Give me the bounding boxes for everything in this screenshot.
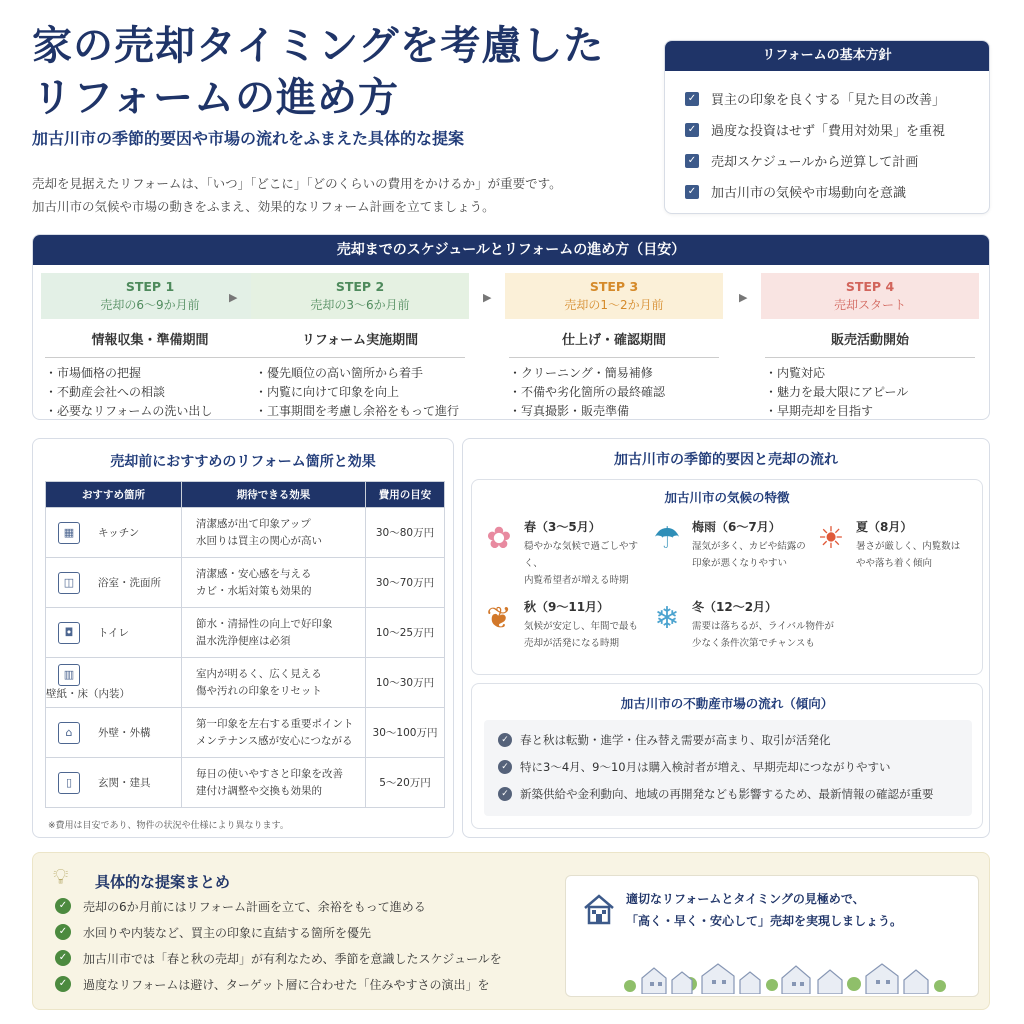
policy-item-label: 売却スケジュールから逆算して計画 (711, 155, 919, 170)
season-desc (692, 538, 818, 572)
step-number: STEP 3 (589, 279, 639, 294)
arrow-right-icon: ▶ (483, 291, 492, 304)
reform-title: 売却前におすすめのリフォーム箇所と効果 (110, 454, 376, 470)
season-desc (524, 538, 650, 589)
season-autumn (482, 598, 650, 652)
step-number: STEP 1 (125, 279, 175, 294)
table-row (46, 608, 445, 658)
reform-item-label: 外壁・外構 (98, 726, 151, 739)
season-desc-line: 湿気が多く、カビや結露の (692, 541, 806, 552)
season-summer (814, 518, 982, 572)
season-name: 秋（9〜11月） (524, 600, 610, 614)
climate-box (471, 479, 983, 675)
policy-item (685, 114, 989, 145)
reform-item-label: 浴室・洗面所 (98, 576, 161, 589)
message-line2: 「高く・早く・安心して」売却を実現しましょう。 (626, 914, 903, 928)
step-period: 売却の3〜6か月前 (310, 298, 410, 312)
message-text (626, 888, 902, 932)
step-period: 売却の6〜9か月前 (100, 298, 200, 312)
reform-effect-cell (182, 658, 366, 708)
policy-item-label: 過度な投資はせず「費用対効果」を重視 (711, 124, 946, 139)
policy-box (664, 40, 990, 214)
step-list (251, 364, 469, 420)
checkbox-icon: ✓ (685, 154, 699, 168)
policy-item-label: 買主の印象を良くする「見た目の改善」 (711, 93, 946, 108)
reform-effect-cell (182, 608, 366, 658)
reform-cost-cell: 30〜70万円 (366, 558, 445, 608)
schedule-section (32, 234, 990, 420)
season-name: 春（3〜5月） (524, 520, 601, 534)
town-illustration (622, 960, 952, 994)
reform-cost-cell: 30〜100万円 (366, 708, 445, 758)
list-item: ・早期売却を目指す (765, 404, 874, 418)
list-item: ・不備や劣化箇所の最終確認 (509, 385, 666, 399)
summary-item-label: 加古川市では「春と秋の売却」が有利なため、季節を意識したスケジュールを (83, 951, 502, 966)
message-box (565, 875, 979, 997)
list-item: ・魅力を最大限にアピール (765, 385, 909, 399)
effect-line: 傷や汚れの印象をリセット (196, 684, 322, 697)
effect-line: 清潔感・安心感を与える (196, 567, 312, 580)
page-title (32, 20, 652, 124)
wallpaper-icon: ▥ (58, 664, 80, 686)
door-icon: ▯ (58, 772, 80, 794)
step-list (505, 364, 723, 420)
step-badge (41, 273, 259, 319)
reform-cost-cell: 10〜25万円 (366, 608, 445, 658)
climate-title: 加古川市の気候の特徴 (664, 490, 790, 505)
divider (765, 357, 975, 358)
season-desc-line: 暑さが厳しく、内覧数は (856, 541, 961, 552)
effect-line: 水回りは買主の関心が高い (196, 534, 322, 547)
list-item: ・クリーニング・簡易補修 (509, 366, 653, 380)
toilet-icon: ◘ (58, 622, 80, 644)
season-spring (482, 518, 650, 589)
list-item: ・不動産会社への相談 (45, 385, 166, 399)
table-row (46, 558, 445, 608)
effect-line: 室内が明るく、広く見える (196, 667, 322, 680)
reform-effect-cell (182, 708, 366, 758)
policy-item-label: 加古川市の気候や市場動向を意識 (711, 186, 907, 201)
season-winter (650, 598, 850, 652)
checkbox-icon: ✓ (685, 123, 699, 137)
reform-item-label: キッチン (98, 526, 140, 539)
cost-note: ※費用は目安であり、物件の状況や仕様により異なります。 (48, 821, 289, 831)
reform-item-cell (46, 758, 182, 808)
schedule-title: 売却までのスケジュールとリフォームの進め方（目安） (33, 235, 989, 265)
step-2 (251, 273, 469, 420)
policy-item (685, 176, 989, 207)
effect-line: 建付け調整や交換も効果的 (196, 784, 322, 797)
table-row (46, 658, 445, 708)
lightbulb-icon: 💡︎ (53, 865, 69, 890)
table-header-row (46, 482, 445, 508)
check-circle-icon: ✓ (498, 787, 512, 801)
list-item: ・内覧に向けて印象を向上 (255, 385, 400, 399)
umbrella-icon: ☂ (653, 521, 681, 556)
page-subtitle: 加古川市の季節的要因や市場の流れをふまえた具体的な提案 (32, 129, 465, 148)
step-name: 情報収集・準備期間 (91, 333, 209, 348)
reform-panel (32, 438, 454, 838)
effect-line: 清潔感が出て印象アップ (196, 517, 311, 530)
reform-table (45, 481, 445, 808)
table-header: 期待できる効果 (182, 482, 366, 508)
summary-list (55, 893, 502, 997)
summary-item-label: 過度なリフォームは避け、ターゲット層に合わせた「住みやすさの演出」を (83, 977, 490, 992)
season-desc-line: 気候が安定し、年間で最も (524, 621, 639, 632)
reform-effect-cell (182, 758, 366, 808)
check-circle-icon: ✓ (498, 733, 512, 747)
market-item-label: 特に3〜4月、9〜10月は購入検討者が増え、早期売却につながりやすい (520, 759, 891, 774)
season-name: 冬（12〜2月） (692, 600, 778, 614)
check-circle-icon: ✓ (55, 976, 71, 992)
bath-icon: ◫ (58, 572, 80, 594)
table-header: 費用の目安 (366, 482, 445, 508)
summary-title: 具体的な提案まとめ (95, 873, 231, 891)
table-row (46, 758, 445, 808)
season-desc (524, 618, 650, 652)
step-period: 売却スタート (833, 298, 906, 312)
checkbox-icon: ✓ (685, 92, 699, 106)
list-item (55, 893, 502, 919)
effect-line: メンテナンス感が安心につながる (196, 734, 353, 747)
page-title-line2: リフォームの進め方 (32, 74, 399, 121)
summary-section (32, 852, 990, 1010)
reform-item-cell (46, 708, 182, 758)
table-row (46, 708, 445, 758)
reform-effect-cell (182, 558, 366, 608)
market-item-label: 新築供給や金利動向、地域の再開発なども影響するため、最新情報の確認が重要 (520, 786, 934, 801)
step-badge (251, 273, 469, 319)
step-number: STEP 2 (335, 279, 385, 294)
check-circle-icon: ✓ (55, 898, 71, 914)
season-desc-line: 穏やかな気候で過ごしやすく、 (524, 541, 639, 569)
table-row (46, 508, 445, 558)
step-list (761, 364, 979, 420)
divider (255, 357, 465, 358)
season-title: 加古川市の季節的要因と売却の流れ (614, 452, 838, 468)
season-name: 梅雨（6〜7月） (692, 520, 781, 534)
check-circle-icon: ✓ (55, 924, 71, 940)
list-item (484, 753, 972, 780)
season-desc-line: 内覧希望者が増える時期 (524, 575, 629, 586)
season-desc-line: 売却が活発になる時期 (524, 638, 620, 649)
list-item: ・必要なリフォームの洗い出し (45, 404, 213, 418)
list-item (55, 945, 502, 971)
market-box (471, 683, 983, 829)
reform-cost-cell: 30〜80万円 (366, 508, 445, 558)
step-3 (505, 273, 723, 420)
reform-item-cell (46, 658, 182, 708)
policy-item (685, 83, 989, 114)
arrow-right-icon: ▶ (739, 291, 748, 304)
step-1 (41, 273, 259, 420)
season-name: 夏（8月） (856, 520, 913, 534)
kitchen-icon: ▦ (58, 522, 80, 544)
season-desc (856, 538, 982, 572)
season-desc (692, 618, 850, 652)
step-period: 売却の1〜2か月前 (564, 298, 664, 312)
divider (509, 357, 719, 358)
reform-effect-cell (182, 508, 366, 558)
policy-title: リフォームの基本方針 (665, 41, 989, 71)
reform-item-label: 壁紙・床（内装） (46, 688, 130, 700)
step-list (41, 364, 259, 420)
checkbox-icon: ✓ (685, 185, 699, 199)
policy-item (685, 145, 989, 176)
step-badge (505, 273, 723, 319)
check-circle-icon: ✓ (498, 760, 512, 774)
list-item: ・写真撮影・販売準備 (509, 404, 630, 418)
step-name: 販売活動開始 (830, 333, 909, 348)
sakura-icon: ✿ (486, 521, 512, 556)
summary-item-label: 水回りや内装など、買主の印象に直結する箇所を優先 (83, 925, 372, 940)
season-desc-line: 印象が悪くなりやすい (692, 558, 788, 569)
sun-icon: ☀ (817, 521, 845, 556)
check-circle-icon: ✓ (55, 950, 71, 966)
step-4 (761, 273, 979, 420)
step-badge (761, 273, 979, 319)
reform-item-cell (46, 558, 182, 608)
season-desc-line: やや落ち着く傾向 (856, 558, 933, 569)
snowflake-icon: ❄ (654, 601, 680, 636)
effect-line: カビ・水垢対策も効果的 (196, 584, 312, 597)
list-item: ・内覧対応 (765, 366, 826, 380)
message-line1: 適切なリフォームとタイミングの見極めで、 (626, 892, 865, 906)
list-item: ・工事期間を考慮し余裕をもって進行 (255, 404, 460, 418)
season-desc-line: 少なく条件次第でチャンスも (692, 638, 815, 649)
step-number: STEP 4 (845, 279, 895, 294)
table-header: おすすめ箇所 (46, 482, 182, 508)
list-item (55, 919, 502, 945)
list-item: ・市場価格の把握 (45, 366, 142, 380)
list-item (55, 971, 502, 997)
reform-item-cell (46, 608, 182, 658)
intro-line1: 売却を見据えたリフォームは、「いつ」「どこに」「どのくらいの費用をかけるか」が重要です。 (32, 176, 562, 191)
reform-item-label: トイレ (98, 626, 129, 639)
effect-line: 節水・清掃性の向上で好印象 (196, 617, 333, 630)
season-rainy (650, 518, 818, 572)
season-panel (462, 438, 990, 838)
summary-item-label: 売却の6か月前にはリフォーム計画を立て、余裕をもって進める (83, 899, 426, 914)
reform-item-cell (46, 508, 182, 558)
list-item (484, 780, 972, 807)
step-name: リフォーム実施期間 (301, 333, 419, 348)
effect-line: 温水洗浄便座は必須 (196, 634, 291, 647)
step-name: 仕上げ・確認期間 (561, 333, 666, 348)
effect-line: 第一印象を左右する重要ポイント (196, 717, 354, 730)
policy-list (665, 71, 989, 207)
market-title: 加古川市の不動産市場の流れ（傾向） (620, 696, 834, 711)
season-desc-line: 需要は落ちるが、ライバル物件が (692, 621, 835, 632)
arrow-right-icon: ▶ (229, 291, 238, 304)
reform-cost-cell: 5〜20万円 (366, 758, 445, 808)
list-item: ・優先順位の高い箇所から着手 (255, 366, 424, 380)
market-list (484, 720, 972, 816)
page-title-line1: 家の売却タイミングを考慮した (32, 22, 605, 69)
intro-line2: 加古川市の気候や市場の動きをふまえ、効果的なリフォーム計画を立てましょう。 (32, 199, 495, 214)
intro-text (32, 172, 652, 218)
effect-line: 毎日の使いやすさと印象を改善 (196, 767, 343, 780)
house-icon (582, 892, 616, 926)
market-item-label: 春と秋は転勤・進学・住み替え需要が高まり、取引が活発化 (520, 732, 831, 747)
reform-cost-cell: 10〜30万円 (366, 658, 445, 708)
list-item (484, 726, 972, 753)
leaf-icon: ❦ (486, 601, 512, 636)
divider (45, 357, 255, 358)
reform-item-label: 玄関・建具 (98, 776, 151, 789)
house-exterior-icon: ⌂ (58, 722, 80, 744)
